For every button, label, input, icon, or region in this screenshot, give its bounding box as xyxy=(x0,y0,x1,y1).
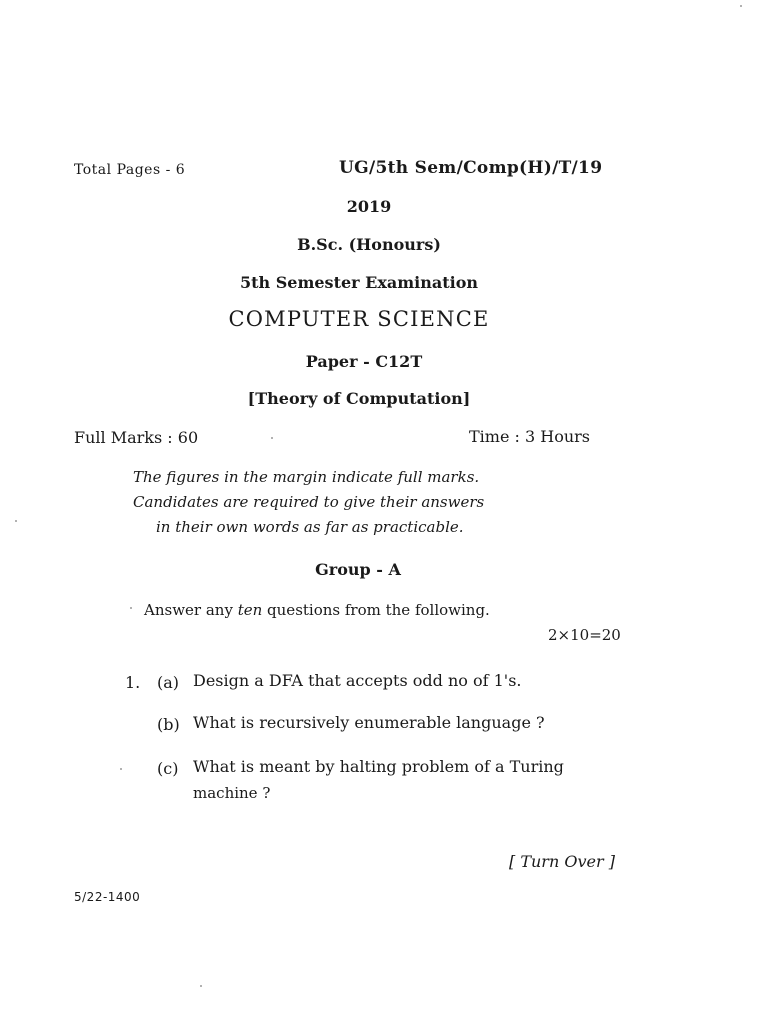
degree-title: B.Sc. (Honours) xyxy=(297,235,441,254)
scan-speck xyxy=(740,5,742,7)
paper-code: UG/5th Sem/Comp(H)/T/19 xyxy=(339,158,603,178)
exam-title: 5th Semester Examination xyxy=(239,273,479,292)
turn-over: [ Turn Over ] xyxy=(509,852,615,871)
instruction-line-1: The figures in the margin indicate full marks. xyxy=(133,468,480,486)
question-part-label: (c) xyxy=(157,759,179,778)
directive-post: questions from the following. xyxy=(262,601,490,619)
question-part-text-continued: machine ? xyxy=(193,784,271,802)
question-number: 1. xyxy=(125,673,141,692)
scan-speck xyxy=(271,437,273,439)
question-part-label: (b) xyxy=(157,715,180,734)
total-pages: Total Pages - 6 xyxy=(74,162,186,178)
full-marks: Full Marks : 60 xyxy=(74,428,199,447)
scan-speck xyxy=(120,768,122,770)
instruction-line-2: Candidates are required to give their answers xyxy=(133,493,485,511)
scan-speck xyxy=(130,607,132,609)
group-marks: 2×10=20 xyxy=(548,626,621,644)
footer-code: 5/22-1400 xyxy=(74,890,141,904)
question-part-text: Design a DFA that accepts odd no of 1's. xyxy=(193,671,522,690)
directive-pre: Answer any xyxy=(144,601,238,619)
question-part-label: (a) xyxy=(157,673,180,692)
directive-emphasis: ten xyxy=(237,601,263,619)
paper-title: [Theory of Computation] xyxy=(247,389,471,408)
group-title: Group - A xyxy=(315,560,401,579)
scan-speck xyxy=(15,520,17,522)
question-part-text: What is meant by halting problem of a Turing xyxy=(193,757,564,776)
instruction-line-3: in their own words as far as practicable. xyxy=(156,518,464,536)
exam-time: Time : 3 Hours xyxy=(469,427,591,446)
exam-year: 2019 xyxy=(346,197,392,216)
subject-title: COMPUTER SCIENCE xyxy=(228,307,490,331)
group-directive xyxy=(144,601,490,619)
paper-number: Paper - C12T xyxy=(305,352,423,371)
scan-speck xyxy=(200,985,202,987)
question-part-text: What is recursively enumerable language ? xyxy=(193,713,545,732)
